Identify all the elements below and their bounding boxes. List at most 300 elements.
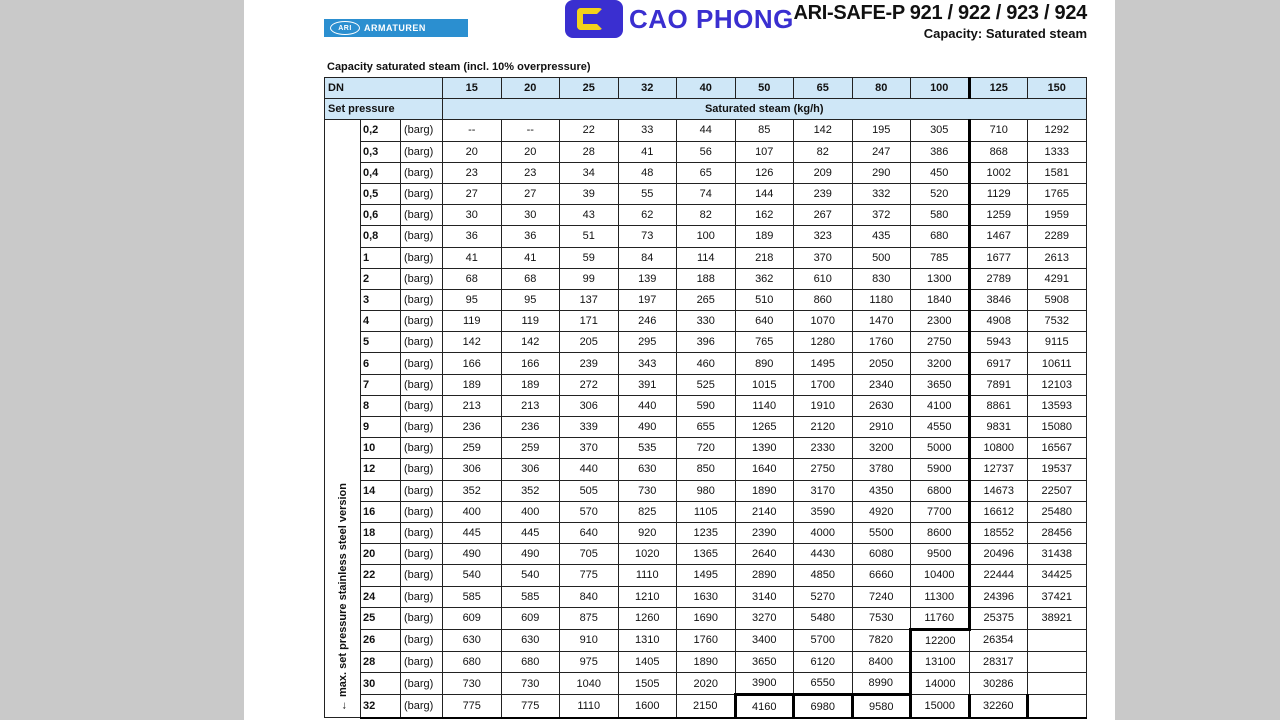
capacity-cell: 570 [560, 501, 619, 522]
capacity-cell: 4908 [969, 311, 1028, 332]
capacity-cell: 830 [852, 268, 911, 289]
table-row [325, 480, 1087, 501]
capacity-cell: 295 [618, 332, 677, 353]
capacity-cell: 43 [560, 205, 619, 226]
capacity-cell: 59 [560, 247, 619, 268]
capacity-cell: 590 [677, 395, 736, 416]
capacity-cell: 55 [618, 183, 677, 204]
capacity-cell: 1760 [852, 332, 911, 353]
capacity-cell: 7820 [852, 629, 911, 651]
table-row [325, 544, 1087, 565]
dn-header-cell: 65 [794, 78, 853, 99]
set-pressure-value: 1 [361, 247, 401, 268]
capacity-cell: 19537 [1028, 459, 1087, 480]
capacity-cell: 23 [443, 162, 502, 183]
capacity-cell: 980 [677, 480, 736, 501]
capacity-cell: 540 [501, 565, 560, 586]
capacity-cell: 22 [560, 120, 619, 141]
capacity-cell: 1959 [1028, 205, 1087, 226]
capacity-cell: 2750 [911, 332, 970, 353]
capacity-cell: 3650 [735, 652, 794, 673]
capacity-cell: 30 [443, 205, 502, 226]
capacity-cell: 246 [618, 311, 677, 332]
capacity-cell: 213 [501, 395, 560, 416]
set-pressure-value: 0,2 [361, 120, 401, 141]
capacity-cell: 1105 [677, 501, 736, 522]
capacity-cell: 343 [618, 353, 677, 374]
capacity-cell: 6120 [794, 652, 853, 673]
capacity-cell: 2300 [911, 311, 970, 332]
capacity-cell: 41 [618, 141, 677, 162]
capacity-cell: 3590 [794, 501, 853, 522]
capacity-cell: 3650 [911, 374, 970, 395]
capacity-cell: 139 [618, 268, 677, 289]
capacity-cell: 2020 [677, 673, 736, 695]
capacity-cell: 162 [735, 205, 794, 226]
capacity-cell: 825 [618, 501, 677, 522]
table-row [325, 183, 1087, 204]
dn-header-cell: 125 [969, 78, 1028, 99]
capacity-cell: 1467 [969, 226, 1028, 247]
table-row [325, 226, 1087, 247]
capacity-cell: 100 [677, 226, 736, 247]
set-pressure-value: 8 [361, 395, 401, 416]
table-row [325, 374, 1087, 395]
capacity-cell: 10611 [1028, 353, 1087, 374]
capacity-cell: 2890 [735, 565, 794, 586]
capacity-cell: 10400 [911, 565, 970, 586]
capacity-cell: 3140 [735, 586, 794, 607]
dn-header-cell: 100 [911, 78, 970, 99]
capacity-cell: 450 [911, 162, 970, 183]
pressure-unit: (barg) [401, 183, 443, 204]
capacity-cell: 500 [852, 247, 911, 268]
pressure-unit: (barg) [401, 607, 443, 629]
capacity-cell: 1760 [677, 629, 736, 651]
capacity-cell: 5500 [852, 522, 911, 543]
capacity-cell: 8861 [969, 395, 1028, 416]
capacity-cell: 1260 [618, 607, 677, 629]
capacity-cell: 332 [852, 183, 911, 204]
capacity-table [324, 77, 1087, 719]
capacity-cell: 445 [501, 522, 560, 543]
capacity-cell: 8990 [852, 673, 911, 695]
capacity-cell: 24396 [969, 586, 1028, 607]
capacity-cell: 1280 [794, 332, 853, 353]
capacity-cell: 62 [618, 205, 677, 226]
cao-phong-logo [565, 0, 794, 38]
capacity-cell: 142 [501, 332, 560, 353]
capacity-cell: 95 [443, 289, 502, 310]
set-pressure-value: 5 [361, 332, 401, 353]
pressure-unit: (barg) [401, 629, 443, 651]
capacity-cell: 440 [618, 395, 677, 416]
capacity-cell: 6660 [852, 565, 911, 586]
capacity-cell: 20 [443, 141, 502, 162]
capacity-cell: 1310 [618, 629, 677, 651]
set-pressure-value: 7 [361, 374, 401, 395]
ari-logo-text: ARMATUREN [364, 23, 426, 33]
capacity-cell: 37421 [1028, 586, 1087, 607]
capacity-cell: 166 [501, 353, 560, 374]
dn-header-cell: 15 [443, 78, 502, 99]
capacity-cell: 85 [735, 120, 794, 141]
set-pressure-value: 20 [361, 544, 401, 565]
pressure-unit: (barg) [401, 522, 443, 543]
set-pressure-value: 10 [361, 438, 401, 459]
capacity-cell: 5900 [911, 459, 970, 480]
capacity-cell: 1235 [677, 522, 736, 543]
capacity-cell: 5270 [794, 586, 853, 607]
capacity-cell: 910 [560, 629, 619, 651]
dn-header-cell: 25 [560, 78, 619, 99]
capacity-cell: 640 [735, 311, 794, 332]
capacity-cell: 7532 [1028, 311, 1087, 332]
set-pressure-value: 14 [361, 480, 401, 501]
capacity-cell: 2640 [735, 544, 794, 565]
capacity-cell: 3270 [735, 607, 794, 629]
max-set-pressure-note-cell [325, 120, 361, 718]
capacity-cell: 73 [618, 226, 677, 247]
capacity-cell: 1110 [618, 565, 677, 586]
set-pressure-value: 22 [361, 565, 401, 586]
capacity-cell: 680 [443, 652, 502, 673]
pressure-unit: (barg) [401, 480, 443, 501]
capacity-cell: 290 [852, 162, 911, 183]
pressure-unit: (barg) [401, 289, 443, 310]
table-row [325, 417, 1087, 438]
table-row [325, 162, 1087, 183]
capacity-cell: 330 [677, 311, 736, 332]
capacity-cell: 247 [852, 141, 911, 162]
capacity-cell: 25480 [1028, 501, 1087, 522]
capacity-cell: 1630 [677, 586, 736, 607]
table-row [325, 501, 1087, 522]
capacity-cell: 680 [911, 226, 970, 247]
capacity-cell: 119 [443, 311, 502, 332]
capacity-cell: 22507 [1028, 480, 1087, 501]
capacity-cell: 34 [560, 162, 619, 183]
capacity-cell: 12737 [969, 459, 1028, 480]
set-pressure-value: 3 [361, 289, 401, 310]
capacity-cell: 39 [560, 183, 619, 204]
capacity-cell: 1470 [852, 311, 911, 332]
capacity-cell: 2330 [794, 438, 853, 459]
table-row [325, 586, 1087, 607]
capacity-cell: 840 [560, 586, 619, 607]
capacity-cell: 352 [501, 480, 560, 501]
capacity-cell: 609 [501, 607, 560, 629]
capacity-cell: 3846 [969, 289, 1028, 310]
set-pressure-value: 18 [361, 522, 401, 543]
capacity-cell: 9115 [1028, 332, 1087, 353]
capacity-cell: 540 [443, 565, 502, 586]
pressure-unit: (barg) [401, 501, 443, 522]
capacity-cell: 95 [501, 289, 560, 310]
capacity-cell: 36 [443, 226, 502, 247]
capacity-cell: 1890 [735, 480, 794, 501]
capacity-cell: 1140 [735, 395, 794, 416]
capacity-cell: 30286 [969, 673, 1028, 695]
capacity-cell: 11300 [911, 586, 970, 607]
table-row [325, 673, 1087, 695]
capacity-cell: 195 [852, 120, 911, 141]
capacity-cell: 1070 [794, 311, 853, 332]
capacity-cell: 400 [443, 501, 502, 522]
capacity-cell: 107 [735, 141, 794, 162]
capacity-cell: 74 [677, 183, 736, 204]
capacity-cell: 44 [677, 120, 736, 141]
capacity-cell: 142 [443, 332, 502, 353]
capacity-cell: 3170 [794, 480, 853, 501]
capacity-cell: 9500 [911, 544, 970, 565]
capacity-cell: 525 [677, 374, 736, 395]
document-page [244, 0, 1115, 720]
capacity-cell: 386 [911, 141, 970, 162]
capacity-cell: 1180 [852, 289, 911, 310]
capacity-cell: 144 [735, 183, 794, 204]
pressure-unit: (barg) [401, 226, 443, 247]
capacity-cell: 166 [443, 353, 502, 374]
capacity-cell: 720 [677, 438, 736, 459]
capacity-cell: 3900 [735, 673, 794, 695]
pressure-unit: (barg) [401, 438, 443, 459]
capacity-cell: 4430 [794, 544, 853, 565]
capacity-cell: 975 [560, 652, 619, 673]
document-title: ARI-SAFE-P 921 / 922 / 923 / 924 [793, 2, 1087, 24]
capacity-cell: 20496 [969, 544, 1028, 565]
dn-header-cell: 40 [677, 78, 736, 99]
capacity-cell: 137 [560, 289, 619, 310]
pressure-unit: (barg) [401, 311, 443, 332]
capacity-cell: 1677 [969, 247, 1028, 268]
capacity-cell: 15000 [911, 695, 970, 718]
capacity-cell: 1495 [677, 565, 736, 586]
set-pressure-value: 32 [361, 695, 401, 718]
capacity-cell: 1600 [618, 695, 677, 718]
capacity-cell: 239 [794, 183, 853, 204]
set-pressure-value: 0,5 [361, 183, 401, 204]
capacity-cell: 1002 [969, 162, 1028, 183]
capacity-cell: 27 [501, 183, 560, 204]
set-pressure-value: 0,4 [361, 162, 401, 183]
capacity-cell: 197 [618, 289, 677, 310]
capacity-cell: 2289 [1028, 226, 1087, 247]
capacity-cell: 23 [501, 162, 560, 183]
table-row [325, 332, 1087, 353]
capacity-cell: 630 [501, 629, 560, 651]
max-set-pressure-note: ← max. set pressure stainless steel version [336, 483, 349, 712]
capacity-cell: 640 [560, 522, 619, 543]
capacity-cell: 5480 [794, 607, 853, 629]
capacity-cell: 1210 [618, 586, 677, 607]
capacity-cell: 580 [911, 205, 970, 226]
capacity-cell: 13100 [911, 652, 970, 673]
capacity-cell: 28 [560, 141, 619, 162]
pressure-unit: (barg) [401, 673, 443, 695]
capacity-cell: 239 [560, 353, 619, 374]
capacity-cell: 84 [618, 247, 677, 268]
capacity-cell: 2613 [1028, 247, 1087, 268]
capacity-cell: 13593 [1028, 395, 1087, 416]
set-pressure-value: 9 [361, 417, 401, 438]
capacity-cell: 12103 [1028, 374, 1087, 395]
table-row [325, 652, 1087, 673]
pressure-unit: (barg) [401, 652, 443, 673]
capacity-cell: 445 [443, 522, 502, 543]
capacity-cell: 11760 [911, 607, 970, 629]
capacity-cell: 610 [794, 268, 853, 289]
capacity-cell: 505 [560, 480, 619, 501]
capacity-cell: 372 [852, 205, 911, 226]
capacity-cell: 4000 [794, 522, 853, 543]
table-row [325, 438, 1087, 459]
dn-header-cell: 80 [852, 78, 911, 99]
capacity-cell: 860 [794, 289, 853, 310]
capacity-cell: 188 [677, 268, 736, 289]
capacity-cell: 236 [501, 417, 560, 438]
capacity-cell: 1840 [911, 289, 970, 310]
capacity-cell: 1259 [969, 205, 1028, 226]
capacity-cell: 1405 [618, 652, 677, 673]
capacity-cell: 30 [501, 205, 560, 226]
set-pressure-value: 0,3 [361, 141, 401, 162]
capacity-cell: 6800 [911, 480, 970, 501]
capacity-cell: -- [443, 120, 502, 141]
pressure-unit: (barg) [401, 395, 443, 416]
capacity-cell: 3780 [852, 459, 911, 480]
capacity-cell: 850 [677, 459, 736, 480]
capacity-cell: 1015 [735, 374, 794, 395]
set-pressure-value: 26 [361, 629, 401, 651]
capacity-cell: 535 [618, 438, 677, 459]
capacity-cell: 236 [443, 417, 502, 438]
capacity-cell: 31438 [1028, 544, 1087, 565]
capacity-cell: 1129 [969, 183, 1028, 204]
capacity-cell: 1333 [1028, 141, 1087, 162]
table-row [325, 522, 1087, 543]
capacity-cell: 265 [677, 289, 736, 310]
set-pressure-value: 12 [361, 459, 401, 480]
capacity-cell: 12200 [911, 629, 970, 651]
capacity-cell: 16567 [1028, 438, 1087, 459]
set-pressure-value: 4 [361, 311, 401, 332]
table-row [325, 141, 1087, 162]
pressure-unit: (barg) [401, 353, 443, 374]
capacity-cell: 56 [677, 141, 736, 162]
capacity-cell: 630 [618, 459, 677, 480]
capacity-cell: 339 [560, 417, 619, 438]
capacity-cell [1028, 629, 1087, 651]
capacity-cell: 65 [677, 162, 736, 183]
pressure-unit: (barg) [401, 120, 443, 141]
capacity-cell: 4550 [911, 417, 970, 438]
capacity-cell: 585 [443, 586, 502, 607]
capacity-cell: 1040 [560, 673, 619, 695]
capacity-cell: 370 [560, 438, 619, 459]
set-pressure-label: Set pressure [325, 99, 443, 120]
capacity-cell: 82 [794, 141, 853, 162]
capacity-cell: 5908 [1028, 289, 1087, 310]
capacity-cell: 5943 [969, 332, 1028, 353]
capacity-cell: 7700 [911, 501, 970, 522]
table-caption: Capacity saturated steam (incl. 10% overpressure) [327, 61, 591, 73]
capacity-cell: 33 [618, 120, 677, 141]
capacity-cell: 785 [911, 247, 970, 268]
capacity-cell: 2390 [735, 522, 794, 543]
cao-phong-logo-icon [565, 0, 623, 38]
set-pressure-value: 0,6 [361, 205, 401, 226]
capacity-cell: 189 [735, 226, 794, 247]
capacity-cell: 306 [501, 459, 560, 480]
capacity-cell: 3400 [735, 629, 794, 651]
capacity-cell: 1640 [735, 459, 794, 480]
capacity-cell: 1265 [735, 417, 794, 438]
capacity-cell: 41 [443, 247, 502, 268]
pressure-unit: (barg) [401, 417, 443, 438]
capacity-cell: 5000 [911, 438, 970, 459]
table-row [325, 289, 1087, 310]
capacity-cell: 272 [560, 374, 619, 395]
capacity-cell: 1020 [618, 544, 677, 565]
capacity-cell: 490 [443, 544, 502, 565]
set-pressure-value: 16 [361, 501, 401, 522]
capacity-cell: 705 [560, 544, 619, 565]
capacity-cell: 510 [735, 289, 794, 310]
capacity-cell: 259 [501, 438, 560, 459]
capacity-cell: 34425 [1028, 565, 1087, 586]
capacity-cell: 680 [501, 652, 560, 673]
capacity-cell: 4100 [911, 395, 970, 416]
table-row [325, 629, 1087, 651]
table-row [325, 120, 1087, 141]
capacity-cell: 6980 [794, 695, 853, 718]
capacity-cell: 209 [794, 162, 853, 183]
capacity-cell: 18552 [969, 522, 1028, 543]
capacity-cell: 68 [501, 268, 560, 289]
table-row [325, 607, 1087, 629]
capacity-cell: 1495 [794, 353, 853, 374]
set-pressure-value: 2 [361, 268, 401, 289]
capacity-cell: 218 [735, 247, 794, 268]
capacity-cell: 585 [501, 586, 560, 607]
table-row [325, 353, 1087, 374]
capacity-cell: 2150 [677, 695, 736, 718]
capacity-cell: 609 [443, 607, 502, 629]
table-row [325, 395, 1087, 416]
capacity-cell: 7891 [969, 374, 1028, 395]
capacity-cell [1028, 673, 1087, 695]
capacity-cell: 1300 [911, 268, 970, 289]
capacity-cell: 765 [735, 332, 794, 353]
capacity-cell: 4850 [794, 565, 853, 586]
capacity-cell: 920 [618, 522, 677, 543]
capacity-cell: 730 [618, 480, 677, 501]
set-pressure-value: 25 [361, 607, 401, 629]
set-pressure-value: 30 [361, 673, 401, 695]
document-subtitle: Capacity: Saturated steam [923, 26, 1087, 41]
set-pressure-value: 24 [361, 586, 401, 607]
pressure-unit: (barg) [401, 459, 443, 480]
capacity-cell: 8600 [911, 522, 970, 543]
pressure-unit: (barg) [401, 695, 443, 718]
capacity-cell: 1700 [794, 374, 853, 395]
capacity-cell: 305 [911, 120, 970, 141]
capacity-cell: 2120 [794, 417, 853, 438]
capacity-cell: 82 [677, 205, 736, 226]
capacity-cell: 875 [560, 607, 619, 629]
capacity-cell: 9580 [852, 695, 911, 718]
